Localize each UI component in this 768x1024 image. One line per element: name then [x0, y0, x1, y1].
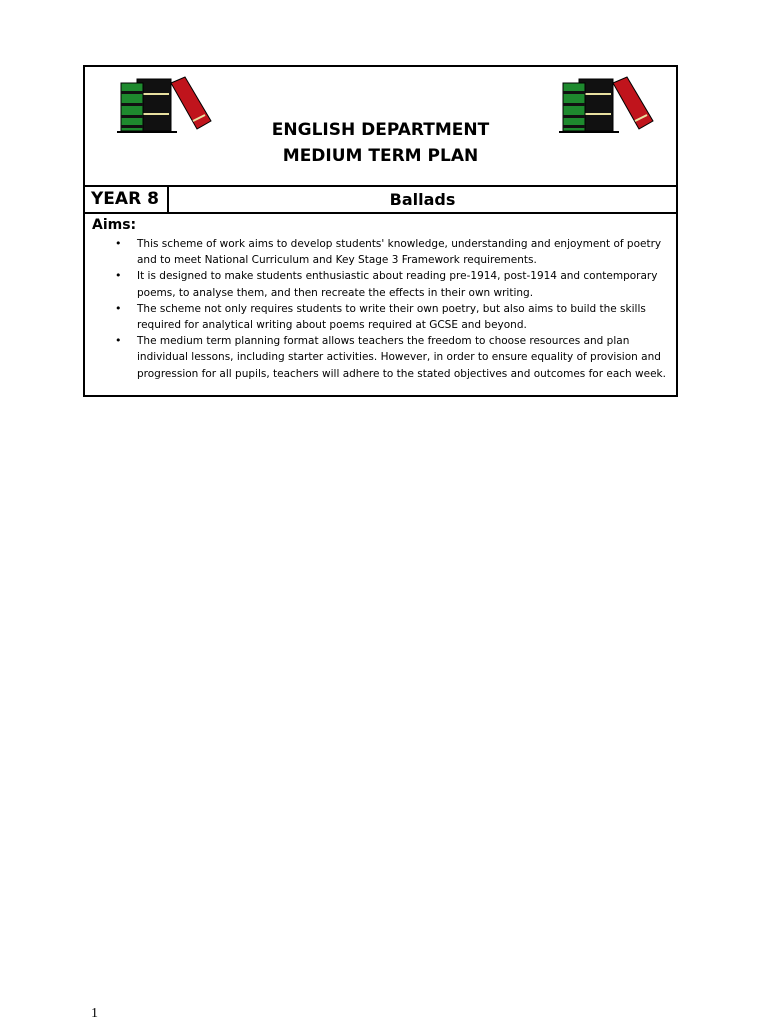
- page-title: [205, 117, 556, 169]
- list-item: [85, 236, 671, 268]
- title-line-department: ENGLISH DEPARTMENT: [271, 120, 490, 140]
- unit-title: Ballads: [389, 190, 456, 209]
- header-row: [85, 67, 676, 187]
- list-item: [85, 268, 671, 300]
- stack-of-books-icon: [549, 75, 659, 135]
- list-item: [85, 333, 671, 382]
- list-item: [85, 301, 671, 333]
- page-number: 1: [91, 1006, 98, 1021]
- bullet-icon: •: [115, 301, 122, 315]
- aim-text: The medium term planning format allows teachers the freedom to choose resources and plan individual lessons, including starter activities. However, in order to ensure equality of provision and progression for all pupils, teachers will adhere to the stated objectives and outcomes for each week.: [137, 335, 666, 380]
- aims-list: [85, 236, 671, 382]
- year-label: YEAR 8: [85, 187, 169, 212]
- aims-section: [85, 214, 676, 395]
- unit-row: [85, 187, 676, 214]
- bullet-icon: •: [115, 269, 122, 283]
- stack-of-books-icon: [107, 75, 217, 135]
- bullet-icon: •: [115, 237, 122, 250]
- aim-text: This scheme of work aims to develop students' knowledge, understanding and enjoyment of poetry and to meet National Curriculum and Key Stage 3 Framework requirements.: [137, 238, 662, 267]
- title-line-plan: MEDIUM TERM PLAN: [282, 146, 479, 166]
- medium-term-plan-box: [83, 65, 678, 397]
- bullet-icon: •: [115, 334, 122, 348]
- aim-text: The scheme not only requires students to write their own poetry, but also aims to build the skills required for analytical writing about poems required at GCSE and beyond.: [137, 302, 646, 332]
- aims-heading: Aims:: [92, 217, 137, 233]
- aim-text: It is designed to make students enthusiastic about reading pre-1914, post-1914 and contemporary poems, to analyse them, and then recreate the effects in their own writing.: [137, 270, 658, 299]
